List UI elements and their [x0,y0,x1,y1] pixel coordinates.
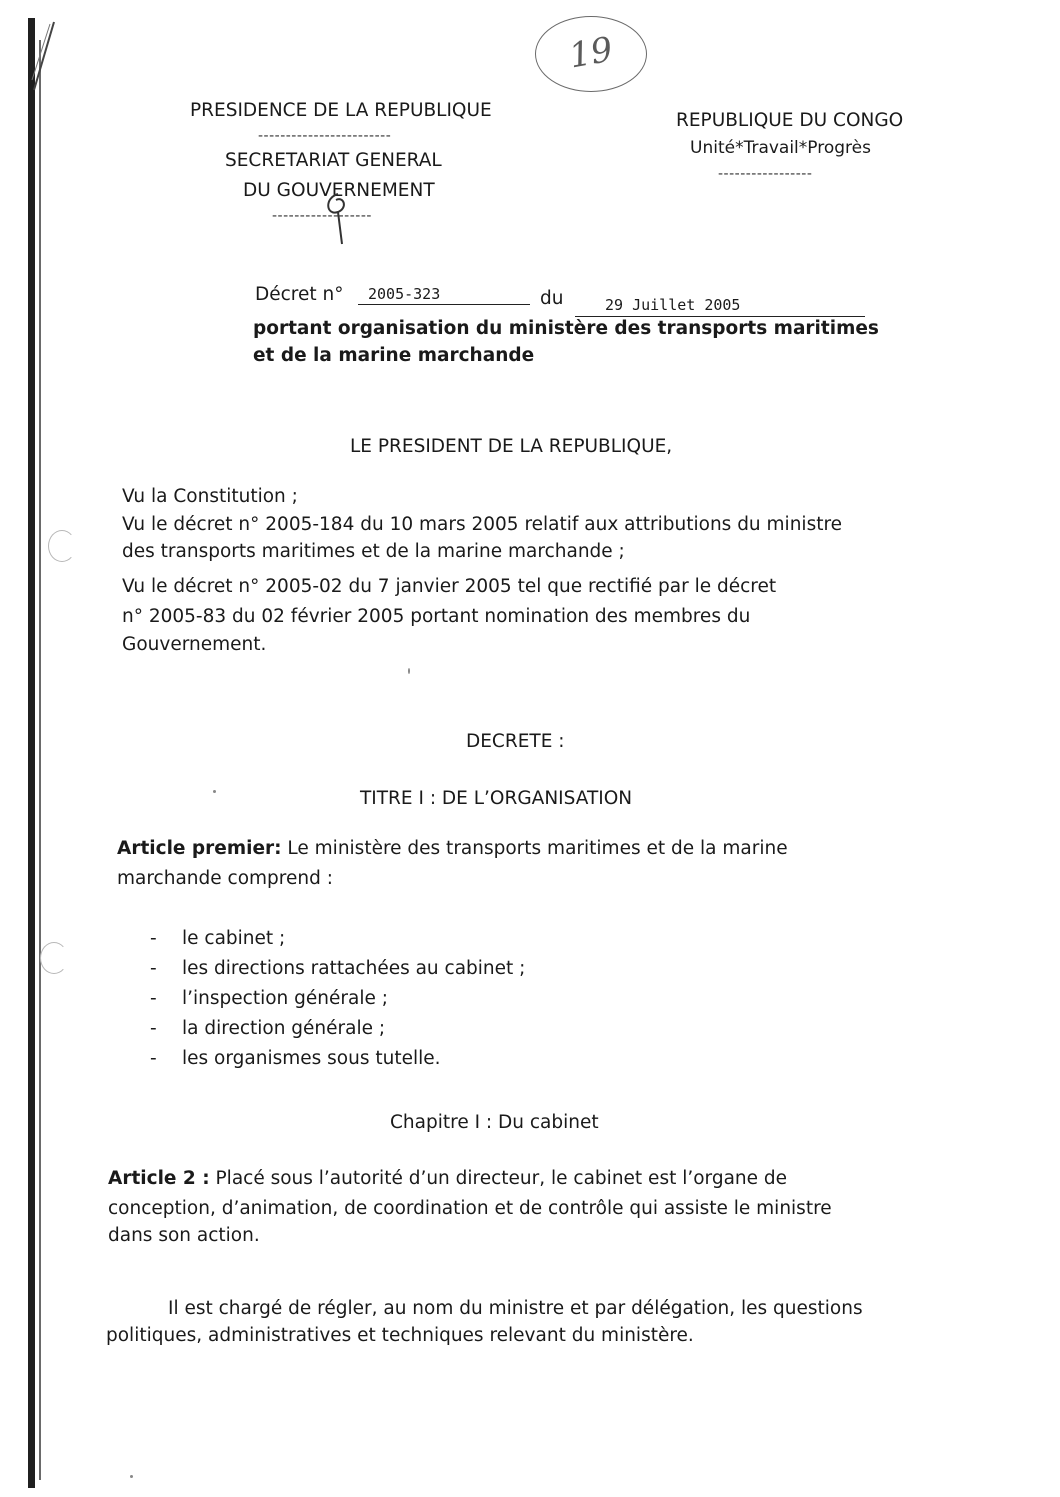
decree-label: Décret n° [255,284,344,305]
header-presidence: PRESIDENCE DE LA REPUBLIQUE [190,100,492,121]
list-item: - les organismes sous tutelle. [150,1044,525,1074]
vu-decret-02-line2: n° 2005-83 du 02 février 2005 portant nomination des membres du [122,606,751,627]
article-2-text-line3: dans son action. [108,1225,260,1246]
header-republique-congo: REPUBLIQUE DU CONGO [676,110,904,131]
decree-subject-line1: portant organisation du ministère des transports maritimes [253,318,879,339]
page-number: 19 [566,29,616,77]
vu-constitution: Vu la Constitution ; [122,486,298,507]
decree-subject-line2: et de la marine marchande [253,345,535,366]
article-2-text-line1: Placé sous l’autorité d’un directeur, le cabinet est l’organe de [209,1168,788,1189]
vu-decret-02-line3: Gouvernement. [122,634,267,655]
issuer-title: LE PRESIDENT DE LA REPUBLIQUE, [350,436,673,457]
punch-hole-icon [48,530,76,562]
decrete-heading: DECRETE : [466,731,565,752]
decree-number: 2005-323 [368,285,441,303]
article-1-label: Article premier: [117,838,282,859]
scan-speck [130,1475,133,1478]
decree-du: du [540,288,564,309]
scan-speck [408,668,410,674]
article-1-text-line1: Le ministère des transports maritimes et de la marine [281,838,788,859]
page-number-stamp [535,16,647,92]
header-right-separator: ----------------- [718,166,813,182]
article-1-text-line2: marchande comprend : [117,868,333,889]
article-2-text-line2: conception, d’animation, de coordination et de contrôle qui assiste le ministre [108,1198,832,1219]
initials-mark-icon [318,190,358,250]
article-2-label: Article 2 : [108,1168,210,1189]
vu-decret-184-line2: des transports maritimes et de la marine marchande ; [122,541,625,562]
list-dash: - [150,1048,157,1069]
header-gouvernement: DU GOUVERNEMENT [243,180,435,201]
list-dash: - [150,988,157,1009]
vu-decret-02-line1: Vu le décret n° 2005-02 du 7 janvier 2005 tel que rectifié par le décret [122,576,777,597]
decree-date-underline [575,316,865,317]
header-secretariat: SECRETARIAT GENERAL [225,150,442,171]
paragraph-3-line2: politiques, administratives et techniques relevant du ministère. [106,1325,694,1346]
chapitre-1-heading: Chapitre I : Du cabinet [390,1112,599,1133]
list-item: - la direction générale ; [150,1014,525,1044]
list-dash: - [150,1018,157,1039]
organisation-list [150,924,525,1074]
scan-speck [213,790,216,793]
binder-edge-line [28,18,35,1488]
list-dash: - [150,928,157,949]
binder-edge-shadow [39,40,41,1480]
header-left-separator-2: ------------------ [272,208,372,224]
vu-decret-184-line1: Vu le décret n° 2005-184 du 10 mars 2005 relatif aux attributions du ministre [122,514,843,535]
list-item: - les directions rattachées au cabinet ; [150,954,525,984]
titre-1-heading: TITRE I : DE L’ORGANISATION [360,788,633,809]
list-dash: - [150,958,157,979]
list-item: - l’inspection générale ; [150,984,525,1014]
header-left-separator: ------------------------ [258,128,392,144]
staple-mark-icon [30,20,60,100]
list-item: - le cabinet ; [150,924,525,954]
decree-number-underline [358,304,530,305]
header-motto: Unité*Travail*Progrès [690,138,871,158]
paragraph-3-line1: Il est chargé de régler, au nom du ministre et par délégation, les questions [168,1298,863,1319]
decree-date: 29 Juillet 2005 [605,296,741,314]
punch-hole-icon [40,942,68,974]
